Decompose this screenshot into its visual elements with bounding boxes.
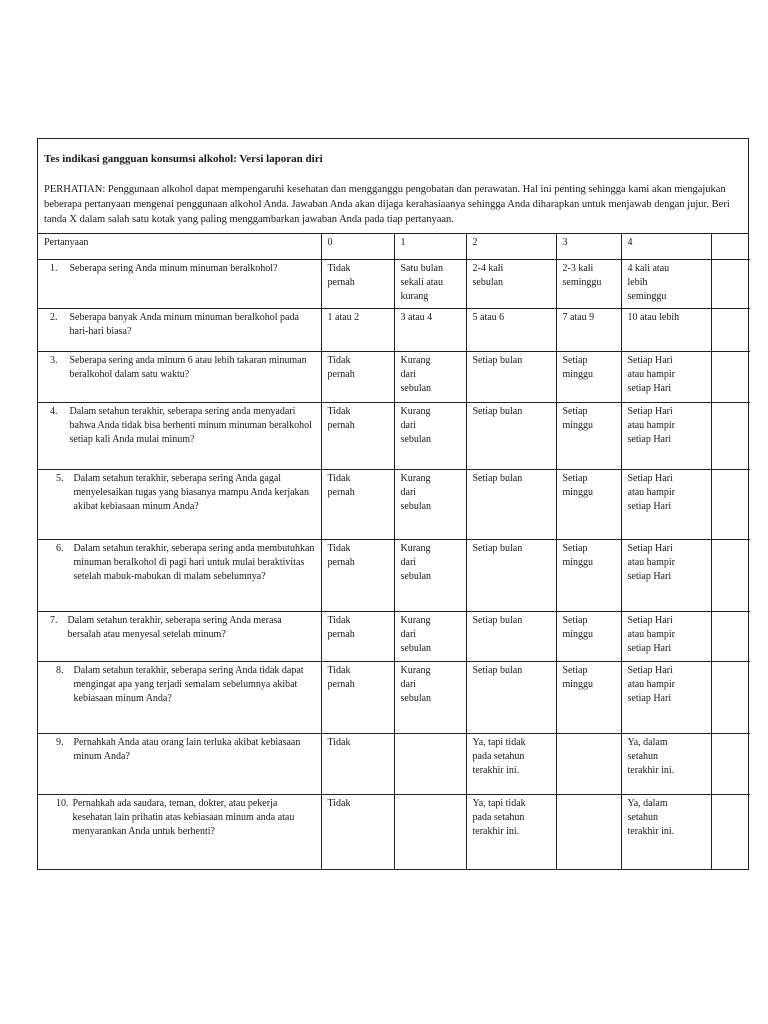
question-row	[38, 352, 750, 403]
answer-option-score-2[interactable]: 5 atau 6	[466, 309, 556, 352]
answer-option-score-0[interactable]: Tidak pernah	[321, 260, 394, 309]
answer-option-score-2[interactable]: Setiap bulan	[466, 540, 556, 612]
question-number: 1.	[50, 263, 58, 275]
header-question: Pertanyaan	[38, 234, 321, 260]
answer-option-score-0[interactable]: 1 atau 2	[321, 309, 394, 352]
question-row	[38, 662, 750, 734]
answer-option-score-0[interactable]: Tidak pernah	[321, 470, 394, 540]
score-box[interactable]	[711, 403, 750, 470]
header-score-1: 1	[394, 234, 466, 260]
header-score-3: 3	[556, 234, 621, 260]
question-number: 4.	[50, 406, 58, 418]
answer-option-score-1[interactable]	[394, 734, 466, 795]
answer-option-score-2[interactable]: 2-4 kali sebulan	[466, 260, 556, 309]
header-score-total	[711, 234, 750, 260]
answer-option-score-2[interactable]: Setiap bulan	[466, 612, 556, 662]
answer-option-score-4[interactable]: Setiap Hari atau hampir setiap Hari	[621, 470, 711, 540]
question-number: 10.	[56, 798, 69, 810]
question-text: Dalam setahun terakhir, seberapa sering Anda merasa bersalah atau menyesal setelah minum?	[67, 615, 282, 641]
question-cell	[38, 352, 321, 403]
answer-option-score-4[interactable]: Ya, dalam setahun terakhir ini.	[621, 734, 711, 795]
question-text: Pernahkah ada saudara, teman, dokter, atau pekerja kesehatan lain prihatin atas kebiasaan minum anda atau menyarankan Anda untuk berhenti?	[72, 798, 295, 838]
question-row	[38, 795, 750, 869]
question-number: 5.	[56, 473, 64, 485]
score-box[interactable]	[711, 612, 750, 662]
answer-option-score-3[interactable]: 2-3 kali seminggu	[556, 260, 621, 309]
answer-option-score-3[interactable]: Setiap minggu	[556, 540, 621, 612]
question-text: Dalam setahun terakhir, seberapa sering Anda tidak dapat mengingat apa yang terjadi semalam sebelumnya akibat kebiasaan minum Anda?	[73, 665, 304, 705]
question-number: 3.	[50, 355, 58, 367]
question-text: Seberapa sering anda minum 6 atau lebih takaran minuman beralkohol dalam satu waktu?	[69, 355, 307, 381]
answer-option-score-2[interactable]: Setiap bulan	[466, 403, 556, 470]
answer-option-score-0[interactable]: Tidak pernah	[321, 540, 394, 612]
question-row	[38, 470, 750, 540]
answer-option-score-4[interactable]: Setiap Hari atau hampir setiap Hari	[621, 352, 711, 403]
question-row	[38, 403, 750, 470]
score-box[interactable]	[711, 309, 750, 352]
answer-option-score-1[interactable]: Kurang dari sebulan	[394, 540, 466, 612]
form-title: Tes indikasi gangguan konsumsi alkohol: Versi laporan diri	[44, 153, 323, 165]
answer-option-score-3[interactable]	[556, 734, 621, 795]
answer-option-score-0[interactable]: Tidak	[321, 734, 394, 795]
question-number: 7.	[50, 615, 58, 627]
answer-option-score-1[interactable]: Kurang dari sebulan	[394, 352, 466, 403]
answer-option-score-0[interactable]: Tidak pernah	[321, 403, 394, 470]
score-box[interactable]	[711, 470, 750, 540]
answer-option-score-1[interactable]: Kurang dari sebulan	[394, 470, 466, 540]
question-cell	[38, 734, 321, 795]
question-cell	[38, 612, 321, 662]
header-score-2: 2	[466, 234, 556, 260]
question-row	[38, 612, 750, 662]
question-row	[38, 540, 750, 612]
answer-option-score-3[interactable]: Setiap minggu	[556, 352, 621, 403]
question-text: Dalam setahun terakhir, seberapa sering anda menyadari bahwa Anda tidak bisa berhenti minum minuman beralkohol setiap kali Anda mulai minum?	[69, 406, 312, 446]
question-cell	[38, 795, 321, 869]
answer-option-score-2[interactable]: Setiap bulan	[466, 352, 556, 403]
question-cell	[38, 540, 321, 612]
answer-option-score-4[interactable]: Ya, dalam setahun terakhir ini.	[621, 795, 711, 869]
answer-option-score-2[interactable]: Setiap bulan	[466, 662, 556, 734]
answer-option-score-2[interactable]: Setiap bulan	[466, 470, 556, 540]
answer-option-score-3[interactable]: Setiap minggu	[556, 612, 621, 662]
question-cell	[38, 403, 321, 470]
score-box[interactable]	[711, 795, 750, 869]
answer-option-score-0[interactable]: Tidak pernah	[321, 612, 394, 662]
answer-option-score-3[interactable]: Setiap minggu	[556, 470, 621, 540]
answer-option-score-2[interactable]: Ya, tapi tidak pada setahun terakhir ini.	[466, 795, 556, 869]
question-number: 6.	[56, 543, 64, 555]
score-box[interactable]	[711, 352, 750, 403]
form-header	[38, 139, 748, 234]
answer-option-score-1[interactable]: Kurang dari sebulan	[394, 662, 466, 734]
answer-option-score-0[interactable]: Tidak pernah	[321, 662, 394, 734]
question-row	[38, 309, 750, 352]
questionnaire-form	[37, 138, 749, 870]
answer-option-score-1[interactable]: Kurang dari sebulan	[394, 403, 466, 470]
question-number: 9.	[56, 737, 64, 749]
question-cell	[38, 470, 321, 540]
instructions-text: PERHATIAN: Penggunaan alkohol dapat mempengaruhi kesehatan dan mengganggu pengobatan dan perawatan. Hal ini penting sehingga kami akan mengajukan beberapa pertanyaan mengenai penggunaan alkohol Anda. Jawaban Anda akan dijaga kerahasiaanya sehingga Anda diharapkan untuk menjawab dengan jujur. Beri tanda X dalam salah satu kotak yang paling menggambarkan jawaban Anda pada tiap pertanyaan.	[44, 184, 730, 226]
answer-option-score-3[interactable]: Setiap minggu	[556, 662, 621, 734]
header-score-0: 0	[321, 234, 394, 260]
answer-option-score-3[interactable]: Setiap minggu	[556, 403, 621, 470]
question-text: Pernahkah Anda atau orang lain terluka akibat kebiasaan minum Anda?	[73, 737, 301, 763]
question-text: Dalam setahun terakhir, seberapa sering Anda gagal menyelesaikan tugas yang biasanya mampu Anda kerjakan akibat kebiasaan minum Anda?	[73, 473, 309, 513]
answer-option-score-1[interactable]	[394, 795, 466, 869]
answer-option-score-3[interactable]	[556, 795, 621, 869]
score-box[interactable]	[711, 540, 750, 612]
answer-option-score-1[interactable]: Satu bulan sekali atau kurang	[394, 260, 466, 309]
question-cell	[38, 662, 321, 734]
score-box[interactable]	[711, 734, 750, 795]
question-number: 2.	[50, 312, 58, 324]
score-box[interactable]	[711, 662, 750, 734]
answer-option-score-4[interactable]: Setiap Hari atau hampir setiap Hari	[621, 662, 711, 734]
answer-option-score-2[interactable]: Ya, tapi tidak pada setahun terakhir ini.	[466, 734, 556, 795]
answer-option-score-1[interactable]: Kurang dari sebulan	[394, 612, 466, 662]
answer-option-score-1[interactable]: 3 atau 4	[394, 309, 466, 352]
question-row	[38, 260, 750, 309]
question-text: Dalam setahun terakhir, seberapa sering anda membutuhkan minuman beralkohol di pagi hari untuk mulai beraktivitas setelah mabuk-mabukan di malam sebelumnya?	[73, 543, 315, 583]
answer-option-score-4[interactable]: 4 kali atau lebih seminggu	[621, 260, 711, 309]
score-box[interactable]	[711, 260, 750, 309]
answer-option-score-3[interactable]: 7 atau 9	[556, 309, 621, 352]
header-score-4: 4	[621, 234, 711, 260]
question-row	[38, 734, 750, 795]
answer-option-score-4[interactable]: Setiap Hari atau hampir setiap Hari	[621, 612, 711, 662]
question-text: Seberapa banyak Anda minum minuman beralkohol pada hari-hari biasa?	[69, 312, 299, 338]
table-header-row	[38, 234, 750, 260]
question-cell	[38, 309, 321, 352]
question-number: 8.	[56, 665, 64, 677]
answer-option-score-4[interactable]: Setiap Hari atau hampir setiap Hari	[621, 540, 711, 612]
question-text: Seberapa sering Anda minum minuman beralkohol?	[69, 263, 278, 275]
answer-option-score-4[interactable]: 10 atau lebih	[621, 309, 711, 352]
questionnaire-table	[38, 234, 750, 869]
answer-option-score-4[interactable]: Setiap Hari atau hampir setiap Hari	[621, 403, 711, 470]
question-cell	[38, 260, 321, 309]
answer-option-score-0[interactable]: Tidak	[321, 795, 394, 869]
answer-option-score-0[interactable]: Tidak pernah	[321, 352, 394, 403]
